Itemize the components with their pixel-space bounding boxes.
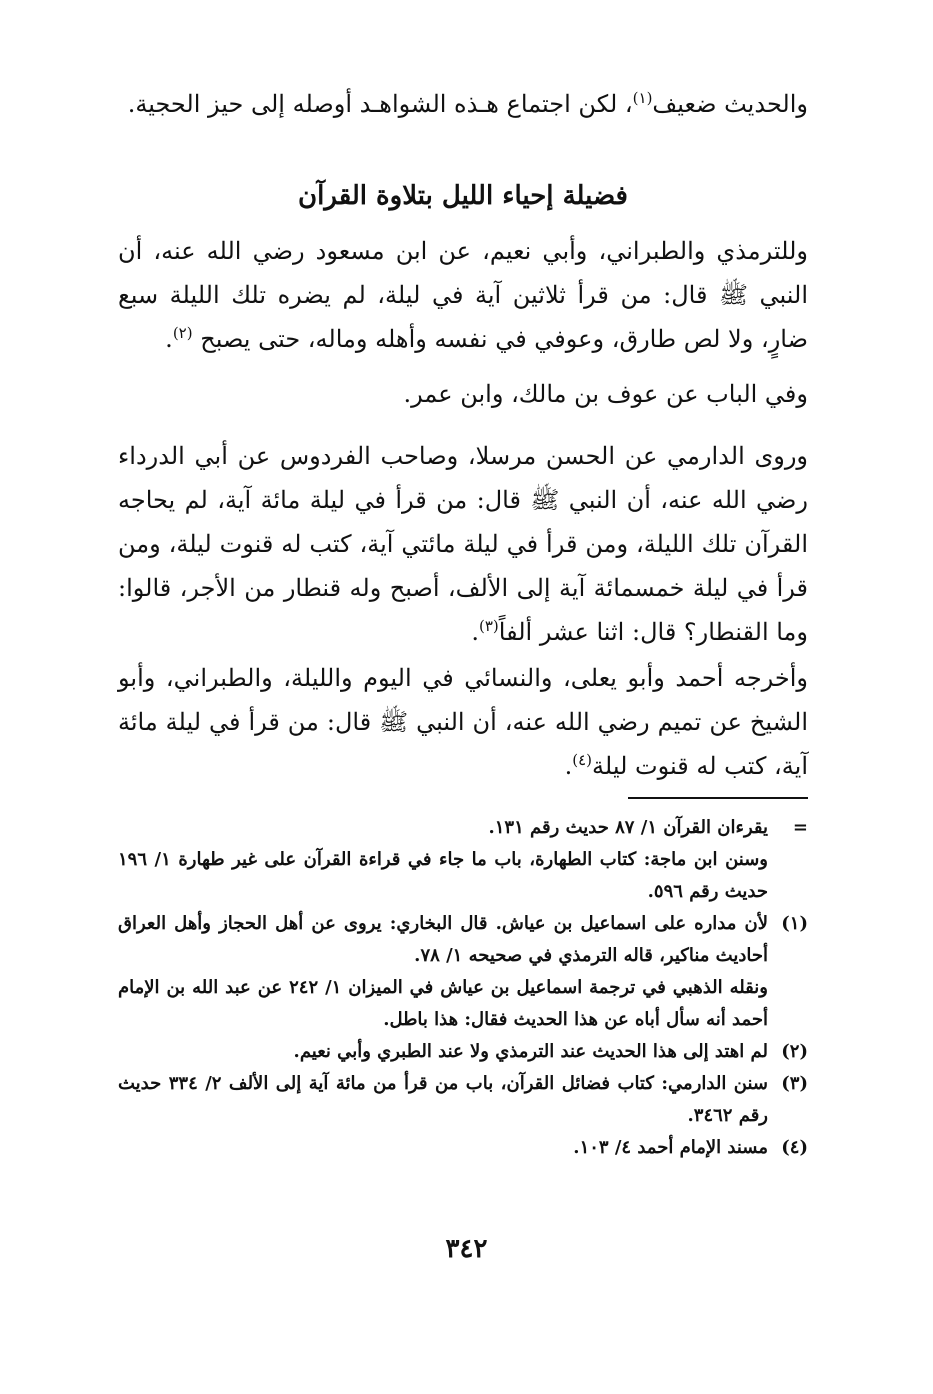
intro-paragraph bbox=[118, 82, 808, 126]
footnote-3 bbox=[118, 1068, 808, 1132]
footnote-continuation-marker: = bbox=[792, 817, 808, 838]
footnote-text: لم اهتد إلى هذا الحديث عند الترمذي ولا عند الطبري وأبي نعيم. bbox=[293, 1041, 768, 1062]
footnote-marker: (١) bbox=[781, 913, 808, 934]
paragraph-end: . bbox=[471, 618, 479, 646]
footnote-text: لأن مداره على اسماعيل بن عياش. قال البخاري: يروى عن أهل الحجاز وأهل العراق أحاديث مناكير، قاله الترمذي في صحيحه ١/ ٧٨. bbox=[118, 913, 768, 966]
paragraph-bab bbox=[118, 372, 808, 416]
footnote-divider bbox=[628, 797, 808, 799]
footnotes-section bbox=[118, 812, 808, 1164]
footnote-2 bbox=[118, 1036, 808, 1068]
footnote-continuation bbox=[118, 812, 808, 844]
paragraph-end: . bbox=[564, 752, 573, 780]
footnote-text: مسند الإمام أحمد ٤/ ١٠٣. bbox=[573, 1137, 768, 1158]
intro-text: والحديث ضعيف bbox=[652, 90, 808, 118]
footnote-marker: (٣) bbox=[781, 1073, 808, 1094]
paragraph-text: وروى الدارمي عن الحسن مرسلا، وصاحب الفردوس عن أبي الدرداء رضي الله عنه، أن النبي ﷺ قال: من قرأ في ليلة مائة آية، لم يحاجه القرآن تلك الليلة، ومن قرأ في ليلة مائتي آية، كتب له قنوت ليلة، ومن قرأ في ليلة خمسمائة آية إلى الألف، أصبح وله قنطار من الأجر، قالوا: وما القنطار؟ قال: اثنا عشر ألفاً bbox=[118, 442, 808, 646]
footnote-ref-3: (٣) bbox=[479, 617, 499, 635]
paragraph-text: وللترمذي والطبراني، وأبي نعيم، عن ابن مسعود رضي الله عنه، أن النبي ﷺ قال: من قرأ ثلاثين آية في ليلة، لم يضره تلك الليلة سبع ضارٍ، ولا لص طارق، وعوفي في نفسه وأهله وماله، حتى يصبح bbox=[118, 237, 808, 353]
page-number: ٣٤٢ bbox=[445, 1234, 488, 1264]
footnote-text: وسنن ابن ماجة: كتاب الطهارة، باب ما جاء في قراءة القرآن على غير طهارة ١/ ١٩٦ حديث رقم ٥٩٦. bbox=[118, 849, 769, 902]
paragraph-tirmidhi bbox=[118, 229, 808, 361]
footnote-ref-1: (١) bbox=[632, 89, 653, 107]
paragraph-text: وأخرجه أحمد وأبو يعلى، والنسائي في اليوم والليلة، والطبراني، وأبو الشيخ عن تميم رضي الله عنه، أن النبي ﷺ قال: من قرأ في ليلة مائة آية، كتب له قنوت ليلة bbox=[118, 664, 809, 780]
intro-text-after: ، لكن اجتماع هـذه الشواهـد أوصله إلى حيز الحجية. bbox=[127, 90, 633, 118]
paragraph-darimi bbox=[118, 434, 808, 654]
footnote-marker: (٤) bbox=[781, 1137, 808, 1158]
footnote-text: ونقله الذهبي في ترجمة اسماعيل بن عياش في الميزان ١/ ٢٤٢ عن عبد الله بن الإمام أحمد أنه سأل أباه عن هذا الحديث فقال: هذا باطل. bbox=[118, 977, 768, 1030]
paragraph-ahmad bbox=[118, 656, 808, 788]
paragraph-end: . bbox=[165, 325, 173, 353]
footnote-1 bbox=[118, 908, 808, 972]
footnote-ref-4: (٤) bbox=[572, 751, 593, 769]
footnote-marker: (٢) bbox=[781, 1041, 808, 1062]
paragraph-text: وفي الباب عن عوف بن مالك، وابن عمر. bbox=[403, 380, 808, 408]
section-heading: فضيلة إحياء الليل بتلاوة القرآن bbox=[298, 181, 628, 211]
footnote-4 bbox=[118, 1132, 808, 1164]
footnote-text: سنن الدارمي: كتاب فضائل القرآن، باب من قرأ من مائة آية إلى الألف ٢/ ٣٣٤ حديث رقم ٣٤٦٢. bbox=[118, 1073, 768, 1126]
footnote-text: يقرءان القرآن ١/ ٨٧ حديث رقم ١٣١. bbox=[488, 817, 768, 838]
footnote-ref-2: (٢) bbox=[172, 324, 193, 342]
